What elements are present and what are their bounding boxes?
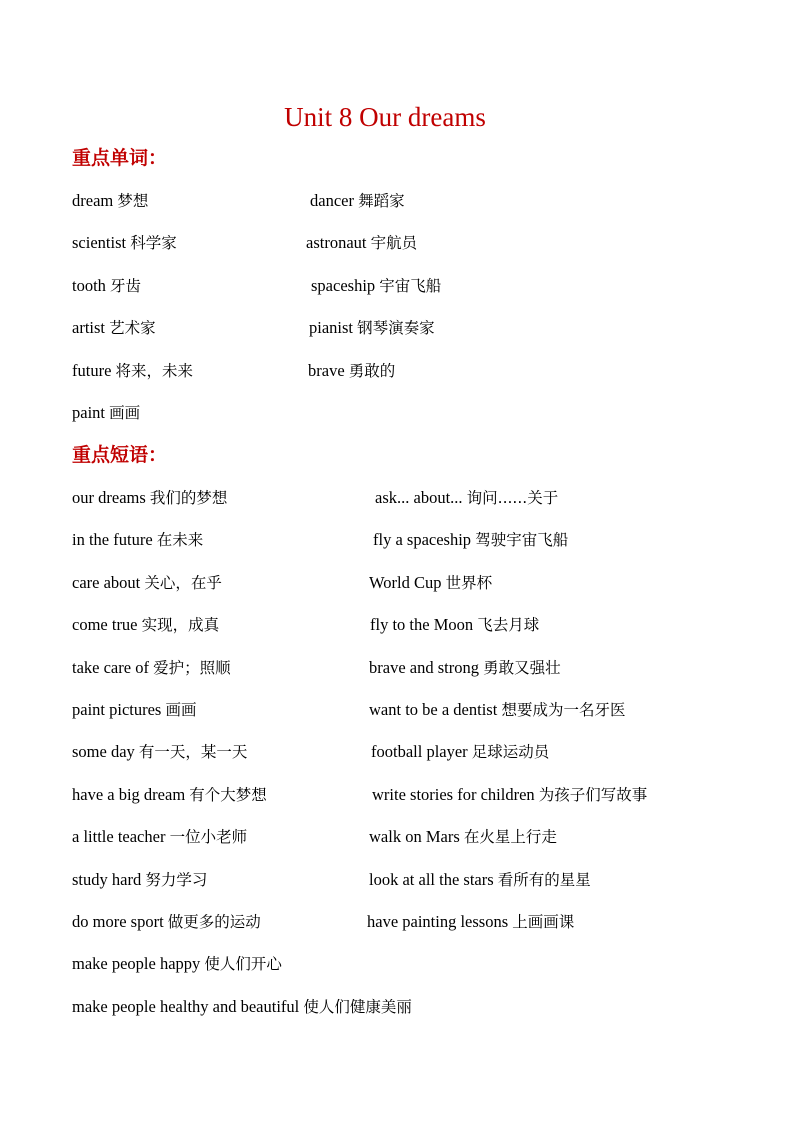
english-term: fly to the Moon bbox=[370, 615, 474, 635]
section-heading-phrases: 重点短语： bbox=[72, 444, 168, 466]
entry-row bbox=[0, 527, 794, 553]
entry-right bbox=[309, 315, 435, 341]
chinese-meaning: 飞去月球 bbox=[477, 616, 540, 635]
english-term: artist bbox=[72, 318, 105, 338]
entry-left bbox=[72, 867, 207, 893]
entry-row bbox=[0, 400, 794, 426]
entry-row bbox=[0, 612, 794, 638]
chinese-meaning: 爱护；照顺 bbox=[153, 658, 231, 677]
english-term: World Cup bbox=[369, 572, 442, 592]
chinese-meaning: 宇宙飞船 bbox=[379, 276, 442, 295]
chinese-meaning: 想要成为一名牙医 bbox=[501, 701, 626, 719]
entry-row bbox=[0, 867, 794, 893]
chinese-meaning: 上画画课 bbox=[512, 913, 575, 931]
english-term: have painting lessons bbox=[367, 912, 509, 931]
english-term: want to be a dentist bbox=[369, 700, 498, 719]
chinese-meaning: 足球运动员 bbox=[471, 743, 550, 762]
english-term: study hard bbox=[72, 869, 142, 889]
page-title: Unit 8 Our dreams bbox=[284, 102, 486, 132]
entry-row bbox=[0, 994, 794, 1020]
english-term: look at all the stars bbox=[369, 869, 494, 889]
entry-row bbox=[0, 315, 794, 341]
chinese-meaning: 将来，未来 bbox=[115, 361, 194, 380]
english-term: astronaut bbox=[306, 233, 367, 253]
chinese-meaning: 关心，在乎 bbox=[144, 573, 222, 592]
chinese-meaning: 牙齿 bbox=[110, 276, 142, 295]
entry-left bbox=[72, 315, 156, 341]
english-term: football player bbox=[371, 742, 468, 762]
english-term: come true bbox=[72, 615, 138, 635]
chinese-meaning: 使人们健康美丽 bbox=[303, 997, 412, 1016]
chinese-meaning: 为孩子们写故事 bbox=[538, 785, 648, 804]
english-term: in the future bbox=[72, 530, 153, 550]
chinese-meaning: 有一天，某一天 bbox=[138, 743, 248, 762]
english-term: care about bbox=[72, 572, 141, 592]
entry-left bbox=[72, 230, 177, 256]
english-term: write stories for children bbox=[372, 784, 535, 804]
chinese-meaning: 钢琴演奏家 bbox=[357, 319, 435, 338]
english-term: future bbox=[72, 360, 112, 380]
chinese-meaning: 勇敢又强壮 bbox=[483, 658, 561, 677]
entry-left bbox=[72, 655, 231, 681]
entry-left bbox=[72, 358, 193, 384]
chinese-meaning: 在未来 bbox=[156, 531, 204, 550]
english-term: scientist bbox=[72, 233, 127, 253]
entry-left bbox=[72, 994, 412, 1020]
chinese-meaning: 做更多的运动 bbox=[167, 913, 261, 931]
chinese-meaning: 努力学习 bbox=[145, 870, 208, 889]
entry-right bbox=[370, 612, 539, 638]
entry-left bbox=[72, 909, 261, 935]
chinese-meaning: 艺术家 bbox=[109, 319, 156, 338]
entry-right bbox=[369, 697, 625, 723]
chinese-meaning: 看所有的星星 bbox=[497, 870, 591, 889]
english-term: ask... about... bbox=[375, 488, 463, 507]
entry-row bbox=[0, 485, 794, 511]
english-term: brave bbox=[308, 360, 345, 380]
entry-left bbox=[72, 527, 203, 553]
english-term: make people happy bbox=[72, 954, 201, 974]
entry-left bbox=[72, 951, 282, 977]
entry-left bbox=[72, 485, 227, 511]
entry-row bbox=[0, 358, 794, 384]
chinese-meaning: 梦想 bbox=[117, 192, 149, 210]
entry-left bbox=[72, 570, 222, 596]
entry-right bbox=[306, 230, 417, 256]
entry-right bbox=[369, 867, 591, 893]
entry-right bbox=[369, 824, 557, 850]
chinese-meaning: 世界杯 bbox=[445, 573, 493, 592]
english-term: tooth bbox=[72, 275, 106, 295]
entry-row bbox=[0, 570, 794, 596]
entry-right bbox=[311, 273, 441, 299]
chinese-meaning: 勇敢的 bbox=[348, 361, 396, 380]
entry-left bbox=[72, 824, 247, 850]
chinese-meaning: 画画 bbox=[165, 701, 197, 719]
english-term: make people healthy and beautiful bbox=[72, 996, 300, 1016]
english-term: our dreams bbox=[72, 488, 146, 507]
chinese-meaning: 在火星上行走 bbox=[463, 828, 557, 847]
entry-left bbox=[72, 188, 148, 214]
english-term: dancer bbox=[310, 191, 354, 210]
english-term: walk on Mars bbox=[369, 827, 460, 847]
entry-right bbox=[369, 655, 561, 681]
english-term: spaceship bbox=[311, 275, 376, 295]
english-term: do more sport bbox=[72, 912, 164, 931]
chinese-meaning: 宇航员 bbox=[370, 234, 418, 253]
english-term: paint bbox=[72, 403, 105, 422]
chinese-meaning: 科学家 bbox=[130, 234, 177, 253]
entry-left bbox=[72, 612, 219, 638]
entry-row bbox=[0, 951, 794, 977]
chinese-meaning: 实现，成真 bbox=[141, 616, 220, 635]
english-term: paint pictures bbox=[72, 700, 162, 719]
chinese-meaning: 驾驶宇宙飞船 bbox=[475, 531, 569, 550]
english-term: brave and strong bbox=[369, 657, 479, 677]
chinese-meaning: 舞蹈家 bbox=[358, 192, 405, 210]
entry-row bbox=[0, 909, 794, 935]
english-term: fly a spaceship bbox=[373, 530, 472, 550]
entry-right bbox=[375, 485, 558, 511]
entry-left bbox=[72, 697, 197, 723]
english-term: dream bbox=[72, 191, 114, 210]
entry-left bbox=[72, 273, 141, 299]
english-term: some day bbox=[72, 742, 135, 762]
entry-left bbox=[72, 400, 140, 426]
english-term: take care of bbox=[72, 657, 149, 677]
entry-row bbox=[0, 739, 794, 765]
entry-row bbox=[0, 273, 794, 299]
entry-row bbox=[0, 782, 794, 808]
chinese-meaning: 我们的梦想 bbox=[149, 489, 228, 507]
entry-right bbox=[369, 570, 492, 596]
entry-row bbox=[0, 824, 794, 850]
english-term: have a big dream bbox=[72, 784, 186, 804]
chinese-meaning: 询问......关于 bbox=[466, 489, 559, 507]
english-term: a little teacher bbox=[72, 827, 166, 847]
english-term: pianist bbox=[309, 318, 353, 338]
entry-right bbox=[373, 527, 568, 553]
entry-row bbox=[0, 230, 794, 256]
chinese-meaning: 使人们开心 bbox=[204, 955, 282, 974]
entry-left bbox=[72, 782, 267, 808]
entry-right bbox=[371, 739, 549, 765]
chinese-meaning: 一位小老师 bbox=[169, 828, 248, 847]
entry-row bbox=[0, 188, 794, 214]
entry-row bbox=[0, 655, 794, 681]
entry-left bbox=[72, 739, 247, 765]
entry-right bbox=[367, 909, 574, 935]
chinese-meaning: 有个大梦想 bbox=[189, 785, 267, 804]
entry-right bbox=[310, 188, 405, 214]
entry-right bbox=[372, 782, 647, 808]
entry-row bbox=[0, 697, 794, 723]
entry-right bbox=[308, 358, 395, 384]
section-heading-vocabulary: 重点单词： bbox=[72, 147, 168, 169]
chinese-meaning: 画画 bbox=[109, 404, 141, 422]
